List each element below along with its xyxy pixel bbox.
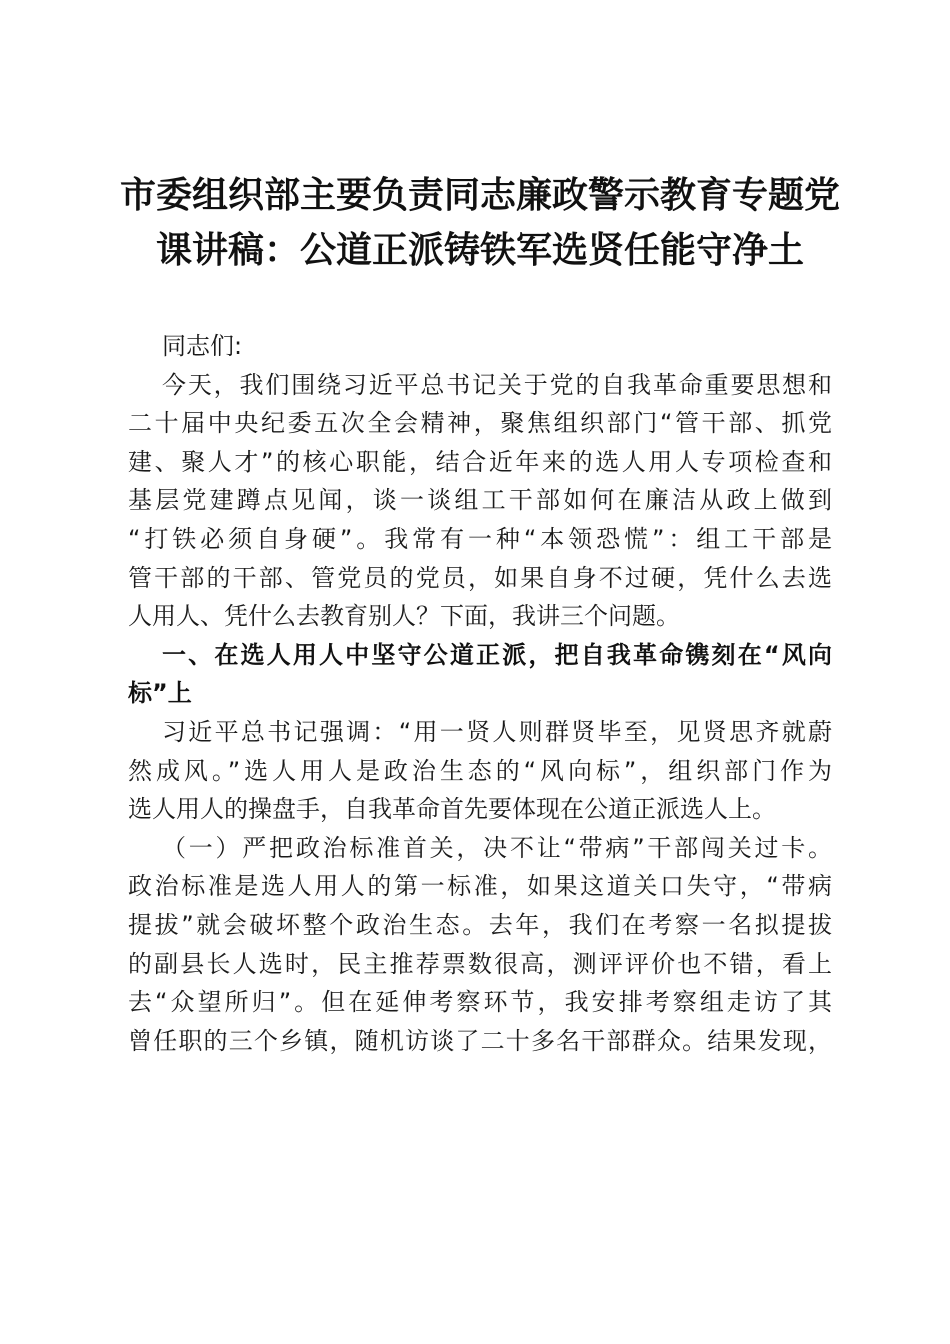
intro-line: 人用人、凭什么去教育别人？下面，我讲三个问题。 bbox=[128, 602, 680, 631]
paragraph-line: 提拔”就会破坏整个政治生态。去年，我们在考察一名拟提拔 bbox=[128, 910, 832, 939]
title-line: 市委组织部主要负责同志廉政警示教育专题党 bbox=[119, 174, 840, 216]
intro-line: “打铁必须自身硬”。我常有一种“本领恐慌”：组工干部是 bbox=[128, 524, 832, 553]
title-line: 课讲稿：公道正派铸铁军选贤任能守净土 bbox=[155, 229, 804, 271]
intro-line: 管干部的干部、管党员的党员，如果自身不过硬，凭什么去选 bbox=[128, 563, 832, 592]
intro-line: 建、聚人才”的核心职能，结合近年来的选人用人专项检查和 bbox=[128, 447, 832, 476]
salutation: 同志们: bbox=[162, 332, 243, 360]
paragraph-line: 习近平总书记强调：“用一贤人则群贤毕至，见贤思齐就蔚 bbox=[162, 717, 832, 746]
paragraph-line: 政治标准是选人用人的第一标准，如果这道关口失守，“带病 bbox=[128, 872, 832, 901]
paragraph-line: 然成风。”选人用人是政治生态的“风向标”，组织部门作为 bbox=[128, 756, 832, 785]
document-body bbox=[128, 327, 832, 1060]
section-heading: 标”上 bbox=[128, 679, 192, 708]
paragraph-line: 选人用人的操盘手，自我革命首先要体现在公道正派选人上。 bbox=[128, 795, 776, 824]
paragraph-line: 去“众望所归”。但在延伸考察环节，我安排考察组走访了其 bbox=[128, 988, 832, 1017]
subsection-line: （一）严把政治标准首关，决不让“带病”干部闯关过卡。 bbox=[162, 833, 832, 862]
intro-line: 二十届中央纪委五次全会精神，聚焦组织部门“管干部、抓党 bbox=[128, 409, 832, 438]
intro-line: 基层党建蹲点见闻，谈一谈组工干部如何在廉洁从政上做到 bbox=[128, 486, 832, 515]
paragraph-line: 曾任职的三个乡镇，随机访谈了二十多名干部群众。结果发现， bbox=[128, 1026, 832, 1055]
paragraph-line: 的副县长人选时，民主推荐票数很高，测评评价也不错，看上 bbox=[128, 949, 832, 978]
intro-line: 今天，我们围绕习近平总书记关于党的自我革命重要思想和 bbox=[162, 370, 832, 399]
document-title bbox=[110, 168, 850, 278]
section-heading: 一、在选人用人中坚守公道正派，把自我革命镌刻在“风向 bbox=[162, 640, 832, 669]
